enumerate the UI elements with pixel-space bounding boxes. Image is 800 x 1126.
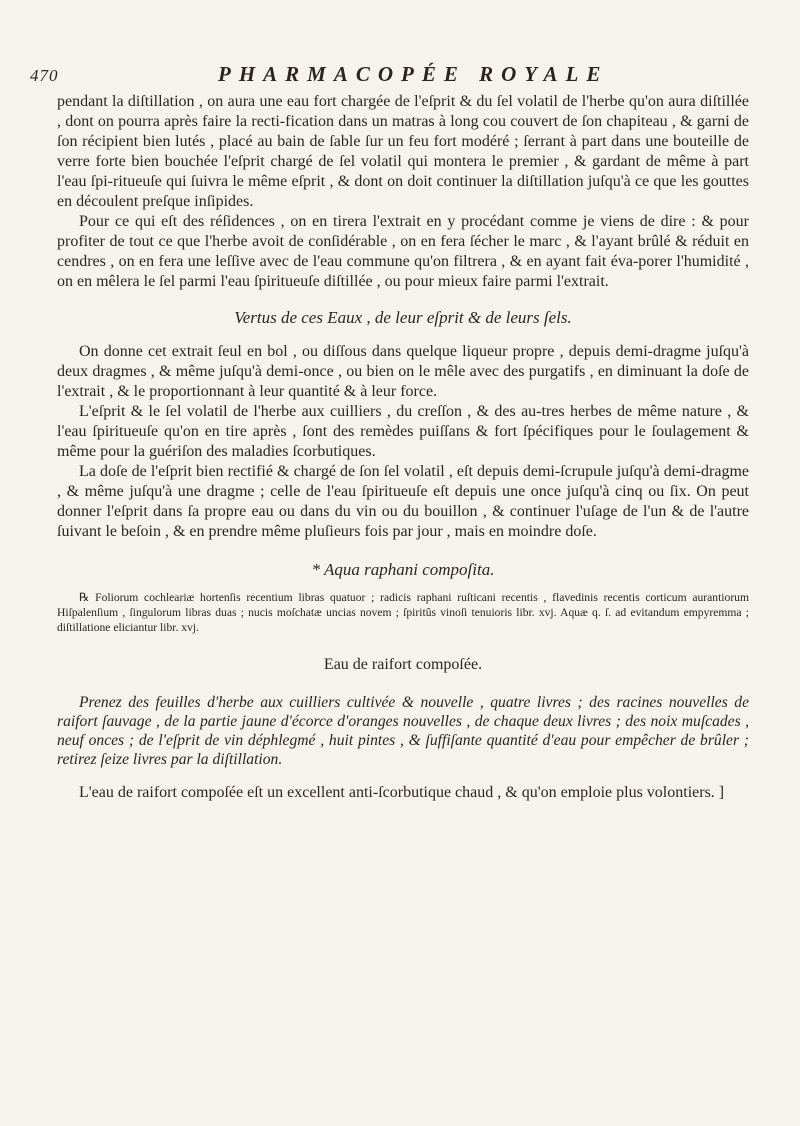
section-heading-vertus: Vertus de ces Eaux , de leur eſprit & de leurs ſels. [234, 308, 572, 327]
paragraph-esprit-sel: L'eſprit & le ſel volatil de l'herbe aux cuilliers , du creſſon , & des au-tres herbes de même nature , & l'eau ſpiritueuſe qu'on en tire après , ſont des remèdes puiſſans & fort ſpécifiques pour le ſoulagement & même pour la guériſon des maladies ſcorbutiques. [57, 403, 749, 460]
latin-formula: ℞ Foliorum cochleariæ hortenſis recentium libras quatuor ; radicis raphani ruſticani recentis , flavedinis recentis corticum aurantiorum Hiſpalenſium , ſingulorum libras duas ; nucis moſchatæ uncias novem ; ſpiritûs vinoſi tenuioris libr. xvj. Aquæ q. ſ. ad evitandum empyremma ; diſtillatione eliciantur libr. xvj. [57, 591, 749, 634]
page-number: 470 [30, 66, 59, 85]
paragraph-residences: Pour ce qui eſt des réſidences , on en tirera l'extrait en y procédant comme je viens de dire : & pour profiter de tout ce que l'herbe avoit de conſidérable , on en fera ſécher le marc , & l'ayant brûlé & réduit en cendres , on en fera une leſſive avec de l'eau commune qu'on filtrera , & en ayant fait éva-porer l'humidité , on en mêlera le ſel parmi l'eau ſpiritueuſe diſtillée , ou pour mieux faire parmi l'extrait. [57, 213, 749, 290]
formula-title-latin: * Aqua raphani compoſita. [311, 560, 495, 579]
closing-paragraph: L'eau de raifort compoſée eſt un excellent anti-ſcorbutique chaud , & qu'on emploie plus volontiers. ] [79, 784, 725, 801]
recipe-paragraph: Prenez des feuilles d'herbe aux cuilliers cultivée & nouvelle , quatre livres ; des racines nouvelles de raifort ſauvage , de la partie jaune d'écorce d'oranges nouvelles , de chaque deux livres ; des noix muſcades , neuf onces ; de l'eſprit de vin déphlegmé , huit pintes , & ſuffiſante quantité d'eau pour empêcher de brûler ; retirez ſeize livres par la diſtillation. [57, 694, 749, 768]
page-body [57, 92, 749, 803]
formula-title-french: Eau de raifort compoſée. [323, 656, 483, 673]
page-header [30, 58, 630, 92]
paragraph-distillation: pendant la diſtillation , on aura une eau fort chargée de l'eſprit & du ſel volatil de l'herbe qu'on aura diſtillée , dont on pourra après faire la recti-fication dans un matras à long cou couvert de ſon chapiteau , & garni de ſon récipient bien lutés , placé au bain de ſable ſur un feu fort modéré ; ſerrant à part dans une bouteille de verre forte bien bouchée l'eſprit chargé de ſel volatil qui montera le premier , & gardant de même à part l'eau ſpi-ritueuſe qui ſuivra le même eſprit , & dont on doit continuer la diſtillation juſqu'à ce que les gouttes en découlent preſque inſipides. [57, 93, 749, 210]
running-title: PHARMACOPÉE ROYALE [218, 62, 609, 86]
paragraph-dose-esprit: La doſe de l'eſprit bien rectifié & chargé de ſon ſel volatil , eſt depuis demi-ſcrupule juſqu'à demi-dragme , & même juſqu'à une dragme ; celle de l'eau ſpiritueuſe eſt depuis une once juſqu'à cinq ou ſix. On peut donner l'eſprit dans ſa propre eau ou dans du vin ou du bouillon , & continuer l'uſage de l'un & de l'autre ſuivant le beſoin , & en prendre même pluſieurs fois par jour , mais en moindre doſe. [57, 463, 749, 540]
paragraph-extrait-dose: On donne cet extrait ſeul en bol , ou diſſous dans quelque liqueur propre , depuis demi-dragme juſqu'à deux dragmes , & même juſqu'à demi-once , ou bien on le mêle avec des purgatifs , en diminuant la doſe de l'extrait , & le proportionnant à leur quantité & à leur force. [57, 343, 749, 400]
